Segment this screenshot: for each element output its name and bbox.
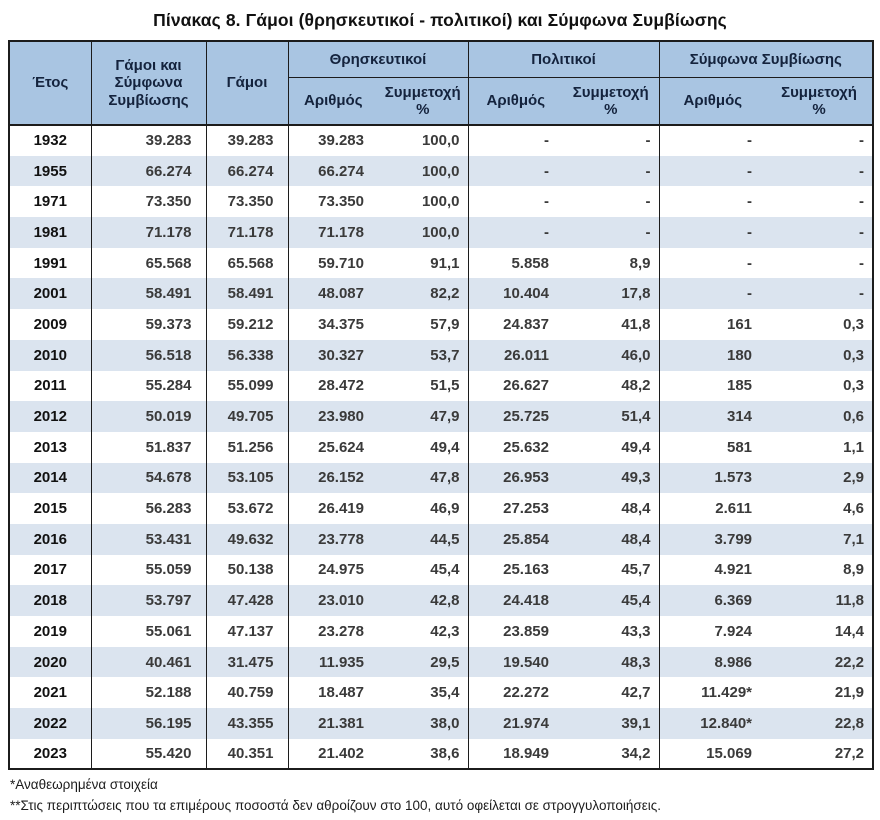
civil-number-cell: 21.974 xyxy=(503,714,549,732)
civil-number-cell: 10.404 xyxy=(503,285,549,303)
cohabitation-number-cell: 4.921 xyxy=(714,561,753,579)
total-cell: 53.797 xyxy=(91,585,206,616)
civil-share-cell: 17,8 xyxy=(563,278,659,309)
table-header xyxy=(9,41,873,125)
civil-share-cell: - xyxy=(563,217,659,248)
cohabitation-share-cell: - xyxy=(859,285,865,303)
religious-share-cell: 53,7 xyxy=(378,340,468,371)
civil-number-cell: 24.837 xyxy=(503,315,549,333)
religious-share-cell: 44,5 xyxy=(378,524,468,555)
cohabitation-share-cell: 0,3 xyxy=(843,377,865,395)
year-cell: 2023 xyxy=(9,739,91,770)
year-cell: 2014 xyxy=(9,463,91,494)
religious-share-cell: 100,0 xyxy=(378,125,468,156)
footnotes xyxy=(8,770,872,816)
marriages-cell: 53.672 xyxy=(206,493,288,524)
total-cell: 56.195 xyxy=(91,708,206,739)
table-row xyxy=(9,186,873,217)
religious-share-cell: 38,0 xyxy=(378,708,468,739)
civil-number-cell: - xyxy=(544,162,549,180)
marriages-cell: 40.351 xyxy=(206,739,288,770)
civil-share-cell: 39,1 xyxy=(563,708,659,739)
table-row xyxy=(9,677,873,708)
religious-share-cell: 38,6 xyxy=(378,739,468,770)
civil-number-cell: 25.854 xyxy=(503,530,549,548)
total-cell: 50.019 xyxy=(91,401,206,432)
civil-share-cell: - xyxy=(563,125,659,156)
cohabitation-share-cell: 21,9 xyxy=(834,684,865,702)
marriages-cell: 49.705 xyxy=(206,401,288,432)
total-cell: 55.284 xyxy=(91,371,206,402)
year-cell: 2019 xyxy=(9,616,91,647)
civil-share-cell: 48,4 xyxy=(563,493,659,524)
year-cell: 2018 xyxy=(9,585,91,616)
cohabitation-number-cell: 180 xyxy=(726,346,753,364)
year-cell: 1991 xyxy=(9,248,91,279)
cohabitation-number-cell: 3.799 xyxy=(714,530,753,548)
year-cell: 2001 xyxy=(9,278,91,309)
total-cell: 53.431 xyxy=(91,524,206,555)
civil-share-cell: 48,2 xyxy=(563,371,659,402)
cohabitation-share-cell: 22,2 xyxy=(834,653,865,671)
marriages-cell: 65.568 xyxy=(206,248,288,279)
col-header-religious-number: Αριθμός xyxy=(288,77,378,125)
civil-share-cell: - xyxy=(563,186,659,217)
cohabitation-number-cell: - xyxy=(747,254,753,272)
table-row xyxy=(9,125,873,156)
col-header-total: Γάμοι και Σύμφωνα Συμβίωσης xyxy=(91,41,206,125)
religious-share-cell: 51,5 xyxy=(378,371,468,402)
cohabitation-number-cell: 12.840* xyxy=(700,714,753,732)
total-cell: 71.178 xyxy=(91,217,206,248)
civil-number-cell: 5.858 xyxy=(511,254,549,272)
total-cell: 52.188 xyxy=(91,677,206,708)
marriages-cell: 31.475 xyxy=(206,647,288,678)
marriages-cell: 50.138 xyxy=(206,555,288,586)
col-header-year: Έτος xyxy=(9,41,91,125)
religious-number-cell: 11.935 xyxy=(318,653,364,671)
religious-share-cell: 82,2 xyxy=(378,278,468,309)
civil-number-cell: - xyxy=(544,193,549,211)
religious-share-cell: 100,0 xyxy=(378,217,468,248)
religious-number-cell: 34.375 xyxy=(318,315,364,333)
table-row xyxy=(9,309,873,340)
marriages-cell: 71.178 xyxy=(206,217,288,248)
total-cell: 55.061 xyxy=(91,616,206,647)
table-row xyxy=(9,616,873,647)
table-row xyxy=(9,585,873,616)
civil-share-cell: 48,4 xyxy=(563,524,659,555)
civil-share-cell: 41,8 xyxy=(563,309,659,340)
religious-number-cell: 26.419 xyxy=(318,500,364,518)
table-row xyxy=(9,647,873,678)
share-label: Συμμετοχή xyxy=(572,83,649,101)
marriages-cell: 59.212 xyxy=(206,309,288,340)
cohabitation-number-cell: - xyxy=(747,162,753,180)
cohabitation-share-cell: 4,6 xyxy=(843,500,865,518)
total-cell: 39.283 xyxy=(91,125,206,156)
cohabitation-number-cell: 2.611 xyxy=(715,500,753,518)
footnote-revised: *Αναθεωρημένα στοιχεία xyxy=(10,777,158,793)
marriages-cell: 47.137 xyxy=(206,616,288,647)
cohabitation-share-cell: 7,1 xyxy=(843,530,865,548)
cohabitation-share-cell: 27,2 xyxy=(834,745,865,763)
cohabitation-number-cell: - xyxy=(747,132,753,150)
civil-share-cell: 51,4 xyxy=(563,401,659,432)
table-row xyxy=(9,340,873,371)
religious-number-cell: 21.381 xyxy=(318,714,364,732)
total-cell: 51.837 xyxy=(91,432,206,463)
religious-number-cell: 28.472 xyxy=(318,377,364,395)
religious-share-cell: 100,0 xyxy=(378,156,468,187)
cohabitation-number-cell: - xyxy=(747,285,753,303)
cohabitation-number-cell: 6.369 xyxy=(714,592,753,610)
table-row xyxy=(9,555,873,586)
table-row xyxy=(9,432,873,463)
year-cell: 1971 xyxy=(9,186,91,217)
civil-number-cell: 23.859 xyxy=(503,622,549,640)
header-group-row xyxy=(9,41,873,77)
total-cell: 56.283 xyxy=(91,493,206,524)
civil-number-cell: 18.949 xyxy=(503,745,549,763)
marriages-table xyxy=(8,40,874,770)
marriages-cell: 40.759 xyxy=(206,677,288,708)
year-cell: 2020 xyxy=(9,647,91,678)
religious-share-cell: 46,9 xyxy=(378,493,468,524)
cohabitation-number-cell: - xyxy=(747,223,753,241)
year-cell: 2011 xyxy=(9,371,91,402)
table-row xyxy=(9,401,873,432)
total-cell: 55.420 xyxy=(91,739,206,770)
year-cell: 2021 xyxy=(9,677,91,708)
cohabitation-share-cell: - xyxy=(859,193,865,211)
civil-share-cell: 43,3 xyxy=(563,616,659,647)
civil-number-cell: 25.632 xyxy=(503,438,549,456)
share-label: Συμμετοχή xyxy=(384,83,461,101)
year-cell: 1932 xyxy=(9,125,91,156)
table-row xyxy=(9,248,873,279)
share-label: Συμμετοχή xyxy=(781,83,857,101)
marriages-cell: 53.105 xyxy=(206,463,288,494)
cohabitation-number-cell: 8.986 xyxy=(714,653,753,671)
marriages-cell: 73.350 xyxy=(206,186,288,217)
table-row xyxy=(9,708,873,739)
cohabitation-number-cell: 314 xyxy=(726,408,753,426)
religious-number-cell: 73.350 xyxy=(318,193,364,211)
civil-number-cell: 26.953 xyxy=(503,469,549,487)
share-unit: % xyxy=(812,100,826,118)
cohabitation-share-cell: 2,9 xyxy=(843,469,865,487)
marriages-cell: 47.428 xyxy=(206,585,288,616)
religious-share-cell: 42,3 xyxy=(378,616,468,647)
total-cell: 58.491 xyxy=(91,278,206,309)
civil-number-cell: 19.540 xyxy=(503,653,549,671)
marriages-cell: 51.256 xyxy=(206,432,288,463)
religious-share-cell: 45,4 xyxy=(378,555,468,586)
table-row xyxy=(9,217,873,248)
total-cell: 55.059 xyxy=(91,555,206,586)
year-cell: 2010 xyxy=(9,340,91,371)
cohabitation-share-cell: - xyxy=(859,132,865,150)
civil-share-cell: 45,4 xyxy=(563,585,659,616)
religious-number-cell: 23.278 xyxy=(318,622,364,640)
col-group-religious: Θρησκευτικοί xyxy=(288,41,468,77)
cohabitation-share-cell: 0,3 xyxy=(843,346,865,364)
footnote-rounding: **Στις περιπτώσεις που τα επιμέρους ποσοστά δεν αθροίζουν στο 100, αυτό οφείλεται σε στρογγυλοποιήσεις. xyxy=(10,797,662,813)
religious-share-cell: 42,8 xyxy=(378,585,468,616)
total-cell: 73.350 xyxy=(91,186,206,217)
religious-number-cell: 23.980 xyxy=(318,408,364,426)
table-row xyxy=(9,524,873,555)
religious-share-cell: 47,9 xyxy=(378,401,468,432)
cohabitation-number-cell: 161 xyxy=(726,315,753,333)
religious-number-cell: 26.152 xyxy=(318,469,364,487)
civil-number-cell: 22.272 xyxy=(503,684,549,702)
religious-number-cell: 59.710 xyxy=(318,254,364,272)
total-cell: 40.461 xyxy=(91,647,206,678)
total-cell: 66.274 xyxy=(91,156,206,187)
table-title: Πίνακας 8. Γάμοι (θρησκευτικοί - πολιτικοί) και Σύμφωνα Συμβίωσης xyxy=(153,10,727,30)
col-header-civil-number: Αριθμός xyxy=(468,77,563,125)
total-cell: 65.568 xyxy=(91,248,206,279)
civil-share-cell: - xyxy=(563,156,659,187)
col-header-civil-share xyxy=(563,77,659,125)
table-row xyxy=(9,463,873,494)
civil-share-cell: 45,7 xyxy=(563,555,659,586)
cohabitation-number-cell: 581 xyxy=(726,438,753,456)
cohabitation-share-cell: 14,4 xyxy=(834,622,865,640)
col-header-marriages: Γάμοι xyxy=(206,41,288,125)
share-unit: % xyxy=(416,100,430,118)
cohabitation-number-cell: 11.429* xyxy=(701,684,753,702)
col-header-religious-share xyxy=(378,77,468,125)
year-cell: 2012 xyxy=(9,401,91,432)
religious-share-cell: 57,9 xyxy=(378,309,468,340)
total-cell: 54.678 xyxy=(91,463,206,494)
marriages-cell: 55.099 xyxy=(206,371,288,402)
religious-share-cell: 35,4 xyxy=(378,677,468,708)
col-group-civil: Πολιτικοί xyxy=(468,41,659,77)
marriages-cell: 58.491 xyxy=(206,278,288,309)
total-cell: 56.518 xyxy=(91,340,206,371)
marriages-cell: 39.283 xyxy=(206,125,288,156)
civil-number-cell: - xyxy=(544,132,549,150)
religious-number-cell: 71.178 xyxy=(318,223,364,241)
year-cell: 2013 xyxy=(9,432,91,463)
civil-number-cell: 25.725 xyxy=(503,408,549,426)
civil-number-cell: 25.163 xyxy=(503,561,549,579)
table-row xyxy=(9,739,873,770)
religious-number-cell: 30.327 xyxy=(318,346,364,364)
civil-share-cell: 49,3 xyxy=(563,463,659,494)
cohabitation-number-cell: 15.069 xyxy=(706,745,753,763)
total-cell: 59.373 xyxy=(91,309,206,340)
religious-share-cell: 47,8 xyxy=(378,463,468,494)
year-cell: 2022 xyxy=(9,708,91,739)
religious-number-cell: 18.487 xyxy=(318,684,364,702)
year-cell: 2009 xyxy=(9,309,91,340)
cohabitation-share-cell: 11,8 xyxy=(835,592,865,610)
col-group-cohabitation: Σύμφωνα Συμβίωσης xyxy=(659,41,873,77)
year-cell: 2015 xyxy=(9,493,91,524)
civil-number-cell: - xyxy=(544,223,549,241)
cohabitation-share-cell: 8,9 xyxy=(843,561,865,579)
marriages-cell: 49.632 xyxy=(206,524,288,555)
cohabitation-share-cell: 0,3 xyxy=(843,315,865,333)
col-header-cohabitation-number: Αριθμός xyxy=(659,77,766,125)
religious-number-cell: 48.087 xyxy=(318,285,364,303)
religious-number-cell: 21.402 xyxy=(318,745,364,763)
cohabitation-share-cell: - xyxy=(859,162,865,180)
civil-number-cell: 27.253 xyxy=(503,500,549,518)
religious-number-cell: 39.283 xyxy=(318,132,364,150)
religious-number-cell: 25.624 xyxy=(318,438,364,456)
civil-number-cell: 26.011 xyxy=(503,346,549,364)
civil-share-cell: 49,4 xyxy=(563,432,659,463)
religious-share-cell: 49,4 xyxy=(378,432,468,463)
civil-number-cell: 24.418 xyxy=(503,592,549,610)
cohabitation-share-cell: 1,1 xyxy=(843,438,865,456)
cohabitation-share-cell: 22,8 xyxy=(834,714,865,732)
year-cell: 1981 xyxy=(9,217,91,248)
religious-number-cell: 24.975 xyxy=(318,561,364,579)
table-row xyxy=(9,371,873,402)
civil-share-cell: 34,2 xyxy=(563,739,659,770)
table-row xyxy=(9,156,873,187)
cohabitation-number-cell: 7.924 xyxy=(714,622,753,640)
col-header-cohabitation-share xyxy=(766,77,873,125)
marriages-cell: 66.274 xyxy=(206,156,288,187)
year-cell: 1955 xyxy=(9,156,91,187)
religious-number-cell: 66.274 xyxy=(318,162,364,180)
table-body xyxy=(9,125,873,769)
marriages-cell: 43.355 xyxy=(206,708,288,739)
share-unit: % xyxy=(604,100,618,118)
table-row xyxy=(9,493,873,524)
religious-share-cell: 100,0 xyxy=(378,186,468,217)
civil-share-cell: 8,9 xyxy=(563,248,659,279)
religious-share-cell: 29,5 xyxy=(378,647,468,678)
civil-number-cell: 26.627 xyxy=(503,377,549,395)
civil-share-cell: 46,0 xyxy=(563,340,659,371)
cohabitation-number-cell: 185 xyxy=(726,377,753,395)
cohabitation-number-cell: 1.573 xyxy=(714,469,753,487)
cohabitation-share-cell: - xyxy=(859,254,865,272)
cohabitation-number-cell: - xyxy=(747,193,753,211)
cohabitation-share-cell: - xyxy=(859,223,865,241)
religious-share-cell: 91,1 xyxy=(378,248,468,279)
year-cell: 2016 xyxy=(9,524,91,555)
religious-number-cell: 23.010 xyxy=(318,592,364,610)
table-row xyxy=(9,278,873,309)
marriages-cell: 56.338 xyxy=(206,340,288,371)
religious-number-cell: 23.778 xyxy=(318,530,364,548)
civil-share-cell: 48,3 xyxy=(563,647,659,678)
year-cell: 2017 xyxy=(9,555,91,586)
civil-share-cell: 42,7 xyxy=(563,677,659,708)
cohabitation-share-cell: 0,6 xyxy=(843,408,865,426)
